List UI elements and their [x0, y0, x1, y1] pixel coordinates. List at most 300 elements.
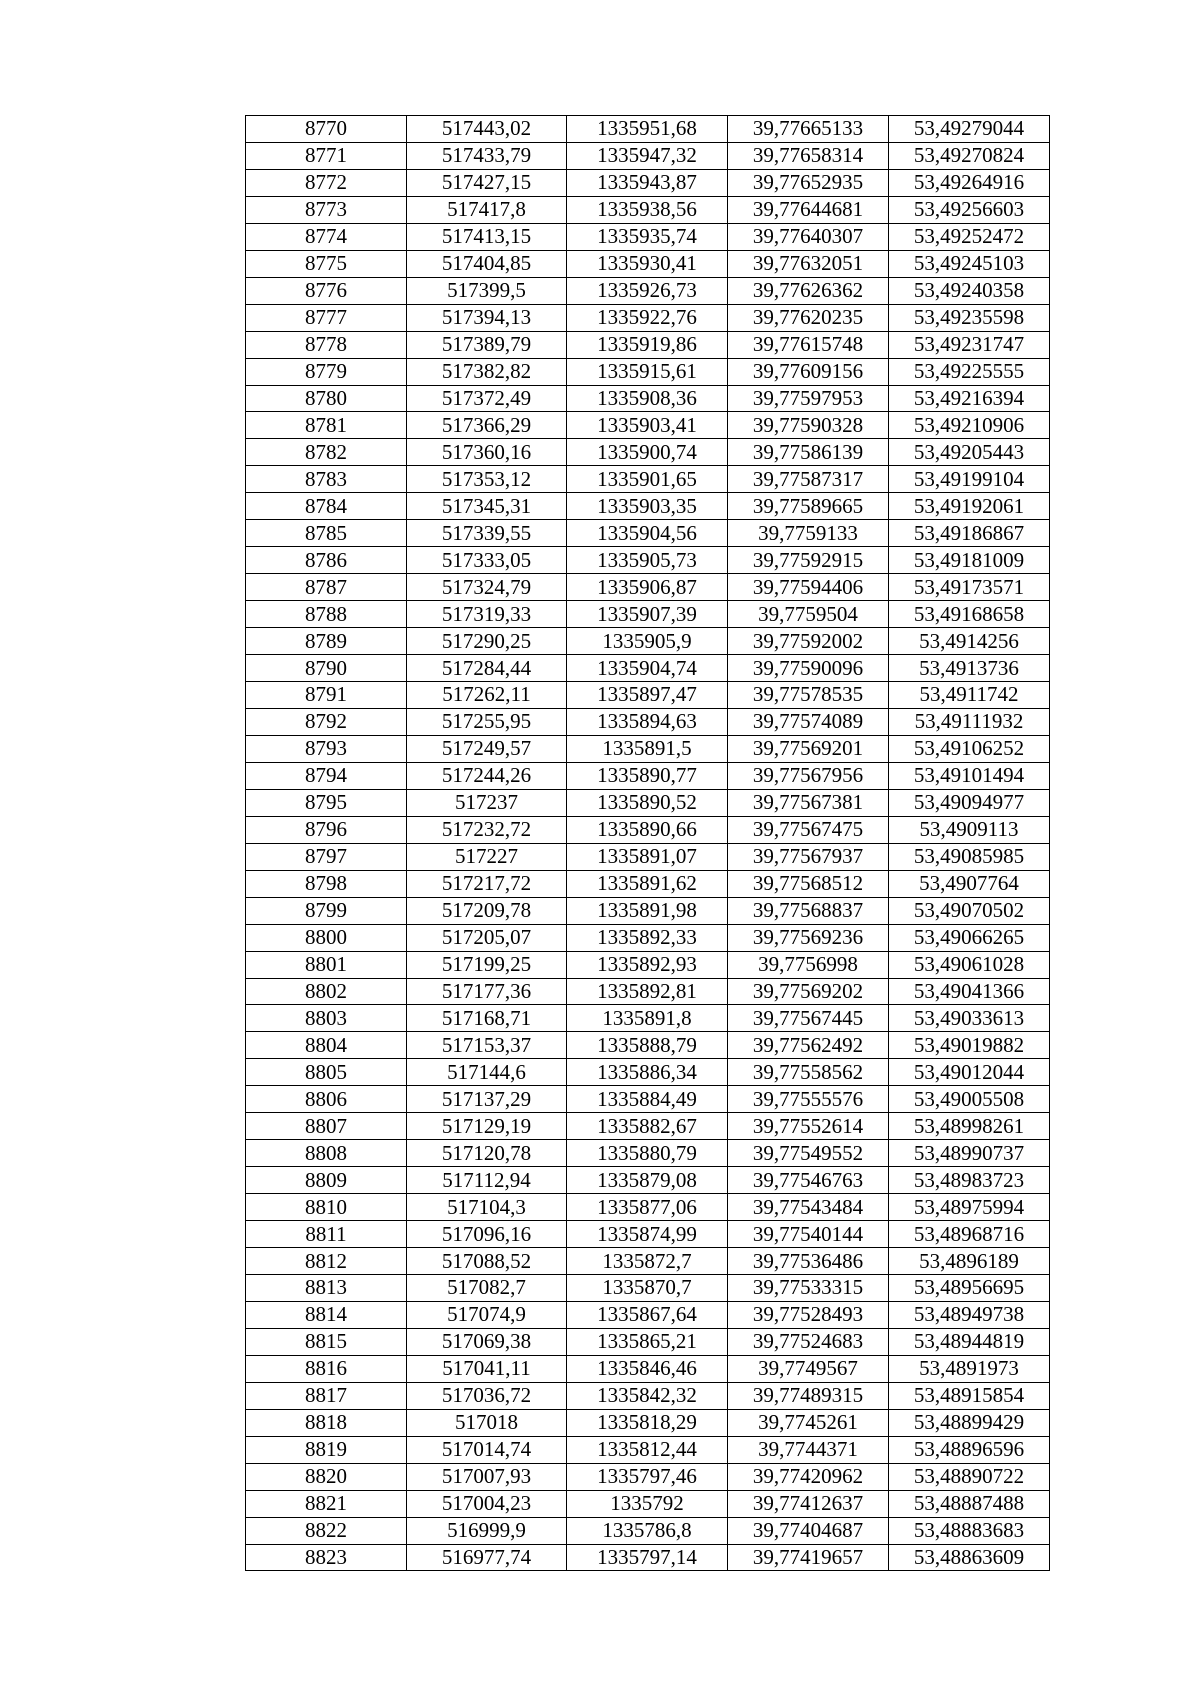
cell-x-coordinate: 517205,07 — [407, 924, 567, 951]
cell-latitude: 53,49005508 — [889, 1086, 1050, 1113]
cell-longitude: 39,77597953 — [728, 385, 889, 412]
cell-latitude: 53,4896189 — [889, 1248, 1050, 1275]
cell-latitude: 53,48956695 — [889, 1274, 1050, 1301]
cell-longitude: 39,77569202 — [728, 978, 889, 1005]
cell-x-coordinate: 517413,15 — [407, 223, 567, 250]
cell-latitude: 53,49106252 — [889, 735, 1050, 762]
cell-point-number: 8773 — [246, 196, 407, 223]
cell-point-number: 8817 — [246, 1382, 407, 1409]
table-row — [246, 412, 1050, 439]
cell-latitude: 53,4907764 — [889, 870, 1050, 897]
cell-x-coordinate: 517144,6 — [407, 1059, 567, 1086]
table-row — [246, 1436, 1050, 1463]
cell-point-number: 8771 — [246, 142, 407, 169]
table-row — [246, 708, 1050, 735]
table-row — [246, 628, 1050, 655]
cell-longitude: 39,77546763 — [728, 1167, 889, 1194]
coordinates-table-body — [246, 116, 1050, 1571]
table-row — [246, 1409, 1050, 1436]
cell-longitude: 39,7745261 — [728, 1409, 889, 1436]
cell-longitude: 39,77592002 — [728, 628, 889, 655]
cell-longitude: 39,77568512 — [728, 870, 889, 897]
cell-y-coordinate: 1335907,39 — [567, 601, 728, 628]
table-row — [246, 735, 1050, 762]
cell-point-number: 8777 — [246, 304, 407, 331]
cell-point-number: 8779 — [246, 358, 407, 385]
coordinates-table — [245, 115, 1050, 1571]
table-row — [246, 1086, 1050, 1113]
cell-latitude: 53,48944819 — [889, 1328, 1050, 1355]
cell-x-coordinate: 517284,44 — [407, 655, 567, 682]
table-row — [246, 304, 1050, 331]
cell-longitude: 39,77568837 — [728, 897, 889, 924]
cell-x-coordinate: 517112,94 — [407, 1167, 567, 1194]
cell-y-coordinate: 1335842,32 — [567, 1382, 728, 1409]
cell-point-number: 8806 — [246, 1086, 407, 1113]
cell-longitude: 39,77549552 — [728, 1140, 889, 1167]
cell-latitude: 53,49235598 — [889, 304, 1050, 331]
cell-longitude: 39,77609156 — [728, 358, 889, 385]
table-row — [246, 1167, 1050, 1194]
cell-longitude: 39,77590328 — [728, 412, 889, 439]
cell-longitude: 39,77524683 — [728, 1328, 889, 1355]
table-row — [246, 897, 1050, 924]
cell-longitude: 39,77543484 — [728, 1194, 889, 1221]
cell-y-coordinate: 1335818,29 — [567, 1409, 728, 1436]
cell-longitude: 39,77567956 — [728, 762, 889, 789]
cell-longitude: 39,77562492 — [728, 1032, 889, 1059]
cell-x-coordinate: 517018 — [407, 1409, 567, 1436]
cell-y-coordinate: 1335846,46 — [567, 1355, 728, 1382]
cell-y-coordinate: 1335812,44 — [567, 1436, 728, 1463]
cell-x-coordinate: 517004,23 — [407, 1490, 567, 1517]
cell-longitude: 39,7756998 — [728, 951, 889, 978]
cell-latitude: 53,48863609 — [889, 1544, 1050, 1571]
table-row — [246, 1140, 1050, 1167]
cell-point-number: 8772 — [246, 169, 407, 196]
cell-latitude: 53,49168658 — [889, 601, 1050, 628]
cell-longitude: 39,77528493 — [728, 1301, 889, 1328]
cell-latitude: 53,48949738 — [889, 1301, 1050, 1328]
cell-latitude: 53,48915854 — [889, 1382, 1050, 1409]
cell-point-number: 8818 — [246, 1409, 407, 1436]
cell-x-coordinate: 517232,72 — [407, 816, 567, 843]
cell-x-coordinate: 517389,79 — [407, 331, 567, 358]
cell-y-coordinate: 1335892,81 — [567, 978, 728, 1005]
cell-latitude: 53,49061028 — [889, 951, 1050, 978]
cell-latitude: 53,49085985 — [889, 843, 1050, 870]
table-row — [246, 1059, 1050, 1086]
cell-x-coordinate: 517041,11 — [407, 1355, 567, 1382]
cell-longitude: 39,7749567 — [728, 1355, 889, 1382]
cell-x-coordinate: 517104,3 — [407, 1194, 567, 1221]
cell-y-coordinate: 1335865,21 — [567, 1328, 728, 1355]
cell-longitude: 39,77652935 — [728, 169, 889, 196]
cell-longitude: 39,77590096 — [728, 655, 889, 682]
cell-point-number: 8814 — [246, 1301, 407, 1328]
cell-longitude: 39,77569201 — [728, 735, 889, 762]
table-row — [246, 762, 1050, 789]
table-row — [246, 358, 1050, 385]
cell-latitude: 53,49279044 — [889, 116, 1050, 143]
cell-point-number: 8786 — [246, 547, 407, 574]
cell-latitude: 53,48899429 — [889, 1409, 1050, 1436]
cell-y-coordinate: 1335903,35 — [567, 493, 728, 520]
cell-longitude: 39,77558562 — [728, 1059, 889, 1086]
cell-y-coordinate: 1335797,46 — [567, 1463, 728, 1490]
cell-x-coordinate: 516999,9 — [407, 1517, 567, 1544]
cell-y-coordinate: 1335905,9 — [567, 628, 728, 655]
cell-x-coordinate: 517209,78 — [407, 897, 567, 924]
cell-x-coordinate: 517120,78 — [407, 1140, 567, 1167]
cell-y-coordinate: 1335904,56 — [567, 520, 728, 547]
cell-y-coordinate: 1335897,47 — [567, 682, 728, 709]
cell-x-coordinate: 517339,55 — [407, 520, 567, 547]
cell-x-coordinate: 517290,25 — [407, 628, 567, 655]
cell-longitude: 39,77536486 — [728, 1248, 889, 1275]
cell-point-number: 8802 — [246, 978, 407, 1005]
cell-x-coordinate: 517096,16 — [407, 1221, 567, 1248]
cell-y-coordinate: 1335874,99 — [567, 1221, 728, 1248]
cell-latitude: 53,49210906 — [889, 412, 1050, 439]
cell-y-coordinate: 1335904,74 — [567, 655, 728, 682]
cell-point-number: 8794 — [246, 762, 407, 789]
cell-x-coordinate: 517394,13 — [407, 304, 567, 331]
cell-point-number: 8785 — [246, 520, 407, 547]
cell-longitude: 39,77552614 — [728, 1113, 889, 1140]
table-row — [246, 1328, 1050, 1355]
cell-y-coordinate: 1335880,79 — [567, 1140, 728, 1167]
cell-x-coordinate: 517227 — [407, 843, 567, 870]
cell-latitude: 53,49066265 — [889, 924, 1050, 951]
cell-latitude: 53,48968716 — [889, 1221, 1050, 1248]
cell-y-coordinate: 1335891,07 — [567, 843, 728, 870]
cell-longitude: 39,77665133 — [728, 116, 889, 143]
cell-x-coordinate: 517036,72 — [407, 1382, 567, 1409]
cell-point-number: 8780 — [246, 385, 407, 412]
cell-longitude: 39,77586139 — [728, 439, 889, 466]
cell-point-number: 8816 — [246, 1355, 407, 1382]
cell-y-coordinate: 1335892,93 — [567, 951, 728, 978]
cell-latitude: 53,49231747 — [889, 331, 1050, 358]
table-row — [246, 466, 1050, 493]
cell-point-number: 8793 — [246, 735, 407, 762]
table-row — [246, 843, 1050, 870]
cell-x-coordinate: 517324,79 — [407, 574, 567, 601]
cell-latitude: 53,49111932 — [889, 708, 1050, 735]
cell-longitude: 39,77533315 — [728, 1274, 889, 1301]
cell-latitude: 53,49216394 — [889, 385, 1050, 412]
cell-longitude: 39,77615748 — [728, 331, 889, 358]
table-row — [246, 1544, 1050, 1571]
cell-x-coordinate: 517427,15 — [407, 169, 567, 196]
cell-point-number: 8821 — [246, 1490, 407, 1517]
table-row — [246, 789, 1050, 816]
cell-point-number: 8791 — [246, 682, 407, 709]
cell-y-coordinate: 1335894,63 — [567, 708, 728, 735]
cell-latitude: 53,4909113 — [889, 816, 1050, 843]
table-row — [246, 870, 1050, 897]
cell-y-coordinate: 1335930,41 — [567, 250, 728, 277]
cell-point-number: 8810 — [246, 1194, 407, 1221]
cell-latitude: 53,4891973 — [889, 1355, 1050, 1382]
cell-longitude: 39,77592915 — [728, 547, 889, 574]
cell-longitude: 39,77567381 — [728, 789, 889, 816]
cell-x-coordinate: 517443,02 — [407, 116, 567, 143]
cell-y-coordinate: 1335891,5 — [567, 735, 728, 762]
table-row — [246, 385, 1050, 412]
cell-longitude: 39,77567937 — [728, 843, 889, 870]
cell-y-coordinate: 1335882,67 — [567, 1113, 728, 1140]
cell-x-coordinate: 517217,72 — [407, 870, 567, 897]
cell-point-number: 8783 — [246, 466, 407, 493]
table-row — [246, 1382, 1050, 1409]
table-row — [246, 574, 1050, 601]
cell-latitude: 53,49192061 — [889, 493, 1050, 520]
cell-y-coordinate: 1335901,65 — [567, 466, 728, 493]
cell-x-coordinate: 517333,05 — [407, 547, 567, 574]
cell-y-coordinate: 1335886,34 — [567, 1059, 728, 1086]
cell-y-coordinate: 1335888,79 — [567, 1032, 728, 1059]
cell-y-coordinate: 1335905,73 — [567, 547, 728, 574]
cell-x-coordinate: 517399,5 — [407, 277, 567, 304]
cell-y-coordinate: 1335867,64 — [567, 1301, 728, 1328]
cell-latitude: 53,48983723 — [889, 1167, 1050, 1194]
table-row — [246, 1194, 1050, 1221]
cell-y-coordinate: 1335935,74 — [567, 223, 728, 250]
cell-x-coordinate: 517082,7 — [407, 1274, 567, 1301]
cell-latitude: 53,4914256 — [889, 628, 1050, 655]
table-row — [246, 520, 1050, 547]
table-row — [246, 655, 1050, 682]
cell-y-coordinate: 1335908,36 — [567, 385, 728, 412]
cell-x-coordinate: 517007,93 — [407, 1463, 567, 1490]
cell-latitude: 53,4911742 — [889, 682, 1050, 709]
cell-longitude: 39,77644681 — [728, 196, 889, 223]
table-row — [246, 978, 1050, 1005]
cell-latitude: 53,48990737 — [889, 1140, 1050, 1167]
table-row — [246, 1248, 1050, 1275]
cell-latitude: 53,48890722 — [889, 1463, 1050, 1490]
table-row — [246, 116, 1050, 143]
cell-latitude: 53,49252472 — [889, 223, 1050, 250]
cell-y-coordinate: 1335891,98 — [567, 897, 728, 924]
cell-x-coordinate: 517319,33 — [407, 601, 567, 628]
cell-longitude: 39,77589665 — [728, 493, 889, 520]
cell-point-number: 8820 — [246, 1463, 407, 1490]
cell-longitude: 39,77574089 — [728, 708, 889, 735]
table-row — [246, 196, 1050, 223]
cell-point-number: 8776 — [246, 277, 407, 304]
cell-latitude: 53,49041366 — [889, 978, 1050, 1005]
cell-point-number: 8782 — [246, 439, 407, 466]
cell-latitude: 53,49019882 — [889, 1032, 1050, 1059]
table-row — [246, 816, 1050, 843]
cell-latitude: 53,49240358 — [889, 277, 1050, 304]
cell-longitude: 39,7759133 — [728, 520, 889, 547]
cell-y-coordinate: 1335943,87 — [567, 169, 728, 196]
cell-latitude: 53,49205443 — [889, 439, 1050, 466]
cell-x-coordinate: 517255,95 — [407, 708, 567, 735]
cell-point-number: 8790 — [246, 655, 407, 682]
cell-longitude: 39,77567475 — [728, 816, 889, 843]
cell-y-coordinate: 1335786,8 — [567, 1517, 728, 1544]
cell-x-coordinate: 517382,82 — [407, 358, 567, 385]
cell-point-number: 8823 — [246, 1544, 407, 1571]
table-row — [246, 250, 1050, 277]
cell-x-coordinate: 517168,71 — [407, 1005, 567, 1032]
table-row — [246, 1517, 1050, 1544]
cell-x-coordinate: 517372,49 — [407, 385, 567, 412]
cell-x-coordinate: 517074,9 — [407, 1301, 567, 1328]
cell-latitude: 53,48896596 — [889, 1436, 1050, 1463]
cell-y-coordinate: 1335919,86 — [567, 331, 728, 358]
cell-y-coordinate: 1335884,49 — [567, 1086, 728, 1113]
cell-latitude: 53,49264916 — [889, 169, 1050, 196]
cell-x-coordinate: 517069,38 — [407, 1328, 567, 1355]
cell-longitude: 39,77555576 — [728, 1086, 889, 1113]
cell-longitude: 39,77587317 — [728, 466, 889, 493]
cell-y-coordinate: 1335797,14 — [567, 1544, 728, 1571]
cell-latitude: 53,49245103 — [889, 250, 1050, 277]
cell-longitude: 39,77404687 — [728, 1517, 889, 1544]
cell-longitude: 39,77658314 — [728, 142, 889, 169]
table-row — [246, 682, 1050, 709]
cell-point-number: 8819 — [246, 1436, 407, 1463]
table-row — [246, 169, 1050, 196]
table-row — [246, 1463, 1050, 1490]
cell-x-coordinate: 517237 — [407, 789, 567, 816]
cell-x-coordinate: 517249,57 — [407, 735, 567, 762]
cell-longitude: 39,77620235 — [728, 304, 889, 331]
cell-latitude: 53,49101494 — [889, 762, 1050, 789]
cell-latitude: 53,49256603 — [889, 196, 1050, 223]
cell-longitude: 39,77419657 — [728, 1544, 889, 1571]
cell-point-number: 8805 — [246, 1059, 407, 1086]
cell-longitude: 39,77420962 — [728, 1463, 889, 1490]
cell-latitude: 53,49070502 — [889, 897, 1050, 924]
table-row — [246, 547, 1050, 574]
cell-longitude: 39,77569236 — [728, 924, 889, 951]
cell-latitude: 53,49270824 — [889, 142, 1050, 169]
cell-latitude: 53,49012044 — [889, 1059, 1050, 1086]
cell-x-coordinate: 517153,37 — [407, 1032, 567, 1059]
table-row — [246, 951, 1050, 978]
cell-y-coordinate: 1335906,87 — [567, 574, 728, 601]
cell-longitude: 39,77594406 — [728, 574, 889, 601]
cell-point-number: 8813 — [246, 1274, 407, 1301]
cell-y-coordinate: 1335792 — [567, 1490, 728, 1517]
cell-point-number: 8795 — [246, 789, 407, 816]
cell-y-coordinate: 1335872,7 — [567, 1248, 728, 1275]
cell-x-coordinate: 517014,74 — [407, 1436, 567, 1463]
cell-x-coordinate: 517433,79 — [407, 142, 567, 169]
cell-latitude: 53,49033613 — [889, 1005, 1050, 1032]
cell-point-number: 8798 — [246, 870, 407, 897]
cell-latitude: 53,49225555 — [889, 358, 1050, 385]
cell-longitude: 39,77626362 — [728, 277, 889, 304]
cell-longitude: 39,77632051 — [728, 250, 889, 277]
cell-latitude: 53,49199104 — [889, 466, 1050, 493]
cell-y-coordinate: 1335903,41 — [567, 412, 728, 439]
cell-longitude: 39,77540144 — [728, 1221, 889, 1248]
cell-y-coordinate: 1335890,52 — [567, 789, 728, 816]
table-row — [246, 493, 1050, 520]
table-row — [246, 1113, 1050, 1140]
cell-x-coordinate: 517177,36 — [407, 978, 567, 1005]
cell-point-number: 8784 — [246, 493, 407, 520]
cell-x-coordinate: 516977,74 — [407, 1544, 567, 1571]
cell-point-number: 8781 — [246, 412, 407, 439]
cell-y-coordinate: 1335891,8 — [567, 1005, 728, 1032]
cell-x-coordinate: 517353,12 — [407, 466, 567, 493]
cell-y-coordinate: 1335915,61 — [567, 358, 728, 385]
table-row — [246, 1005, 1050, 1032]
cell-x-coordinate: 517244,26 — [407, 762, 567, 789]
cell-point-number: 8770 — [246, 116, 407, 143]
cell-x-coordinate: 517137,29 — [407, 1086, 567, 1113]
table-row — [246, 331, 1050, 358]
cell-latitude: 53,49181009 — [889, 547, 1050, 574]
cell-y-coordinate: 1335890,66 — [567, 816, 728, 843]
cell-point-number: 8799 — [246, 897, 407, 924]
cell-point-number: 8809 — [246, 1167, 407, 1194]
cell-point-number: 8822 — [246, 1517, 407, 1544]
cell-y-coordinate: 1335877,06 — [567, 1194, 728, 1221]
cell-point-number: 8789 — [246, 628, 407, 655]
cell-longitude: 39,77578535 — [728, 682, 889, 709]
table-row — [246, 223, 1050, 250]
cell-x-coordinate: 517360,16 — [407, 439, 567, 466]
cell-y-coordinate: 1335900,74 — [567, 439, 728, 466]
table-row — [246, 277, 1050, 304]
cell-x-coordinate: 517345,31 — [407, 493, 567, 520]
cell-point-number: 8811 — [246, 1221, 407, 1248]
cell-y-coordinate: 1335892,33 — [567, 924, 728, 951]
cell-point-number: 8787 — [246, 574, 407, 601]
cell-x-coordinate: 517199,25 — [407, 951, 567, 978]
table-row — [246, 1274, 1050, 1301]
cell-point-number: 8797 — [246, 843, 407, 870]
cell-y-coordinate: 1335870,7 — [567, 1274, 728, 1301]
cell-longitude: 39,7759504 — [728, 601, 889, 628]
cell-longitude: 39,77412637 — [728, 1490, 889, 1517]
cell-point-number: 8774 — [246, 223, 407, 250]
cell-y-coordinate: 1335890,77 — [567, 762, 728, 789]
cell-latitude: 53,49173571 — [889, 574, 1050, 601]
cell-longitude: 39,77640307 — [728, 223, 889, 250]
cell-point-number: 8792 — [246, 708, 407, 735]
cell-latitude: 53,48998261 — [889, 1113, 1050, 1140]
table-row — [246, 1301, 1050, 1328]
cell-y-coordinate: 1335922,76 — [567, 304, 728, 331]
cell-longitude: 39,77567445 — [728, 1005, 889, 1032]
cell-point-number: 8808 — [246, 1140, 407, 1167]
cell-x-coordinate: 517262,11 — [407, 682, 567, 709]
cell-latitude: 53,48975994 — [889, 1194, 1050, 1221]
cell-x-coordinate: 517417,8 — [407, 196, 567, 223]
cell-point-number: 8775 — [246, 250, 407, 277]
table-row — [246, 439, 1050, 466]
cell-y-coordinate: 1335926,73 — [567, 277, 728, 304]
cell-longitude: 39,77489315 — [728, 1382, 889, 1409]
table-row — [246, 1221, 1050, 1248]
table-row — [246, 924, 1050, 951]
table-row — [246, 1490, 1050, 1517]
table-row — [246, 142, 1050, 169]
cell-point-number: 8801 — [246, 951, 407, 978]
cell-point-number: 8807 — [246, 1113, 407, 1140]
